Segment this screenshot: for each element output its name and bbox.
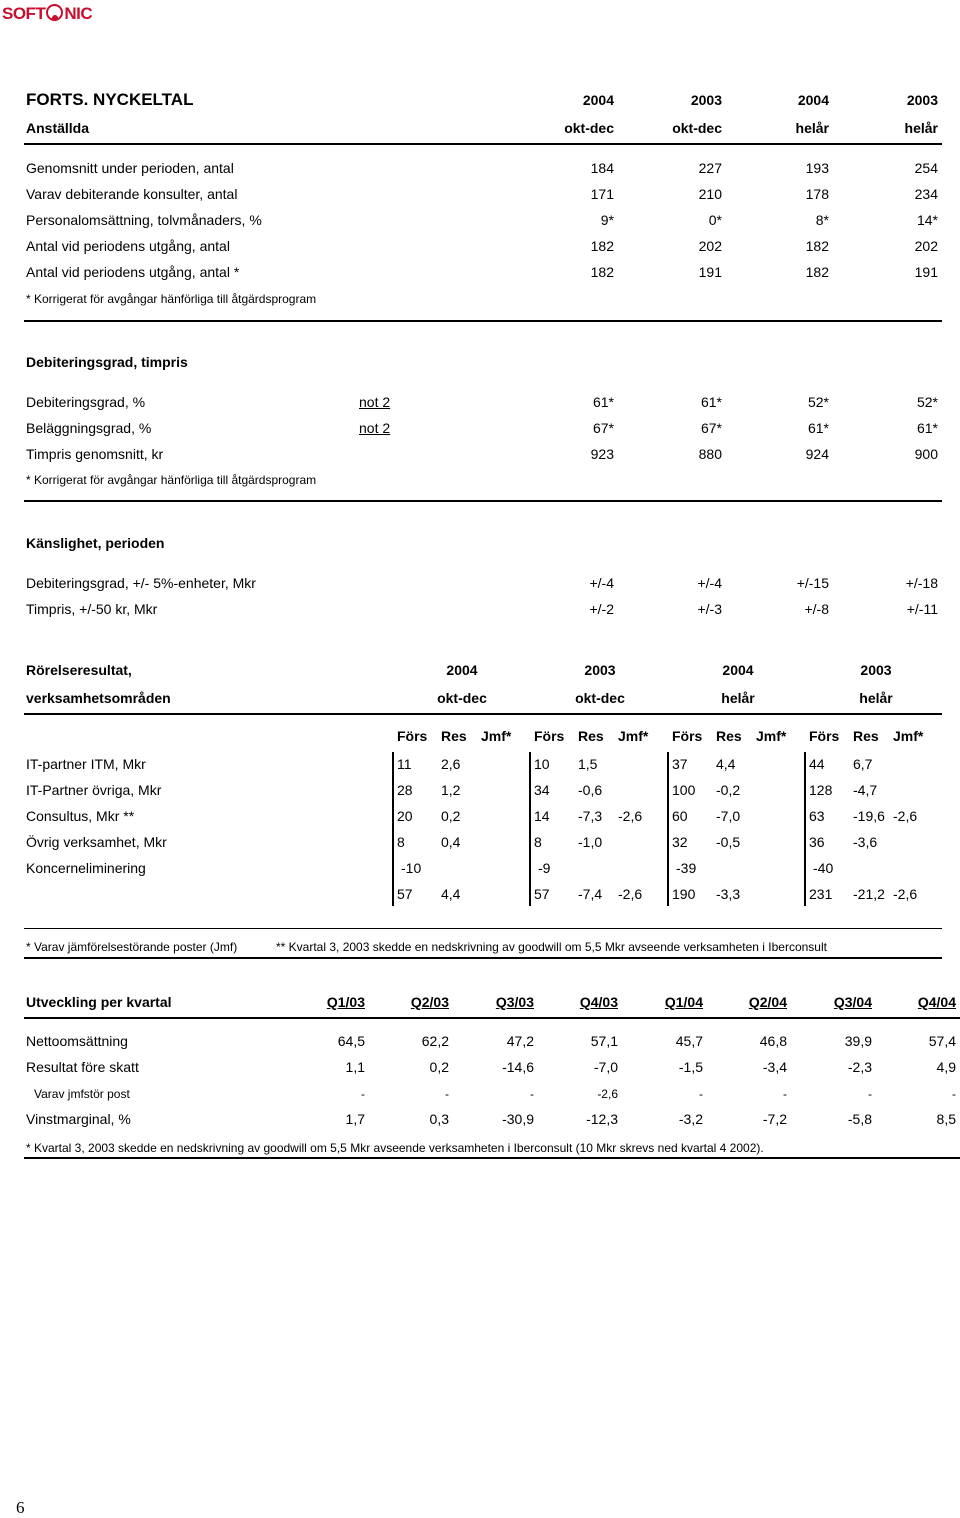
table-cell: -2,6 [618, 808, 643, 824]
column-header-jmf: Jmf* [756, 728, 787, 744]
column-quarter: Q1/04 [664, 994, 703, 1010]
rorelse-footnote-goodwill: ** Kvartal 3, 2003 skedde en nedskrivning av goodwill om 5,5 Mkr avseende verksamheten i Iberconsult [276, 940, 827, 954]
divider [24, 713, 942, 715]
table-cell: -4,7 [853, 782, 878, 798]
table-cell: +/-15 [796, 575, 829, 591]
divider [24, 928, 942, 929]
table-cell: +/-2 [589, 601, 614, 617]
table-cell: 62,2 [421, 1033, 449, 1049]
table-cell: 182 [805, 264, 829, 280]
table-cell: 191 [698, 264, 722, 280]
column-quarter: Q4/03 [579, 994, 618, 1010]
table-cell: -0,5 [716, 834, 741, 850]
table-cell: 8,5 [936, 1111, 956, 1127]
row-label: Consultus, Mkr ** [26, 808, 135, 824]
table-cell: +/-4 [697, 575, 722, 591]
column-header-res: Res [441, 728, 467, 744]
section-subtitle-anstallda: Anställda [26, 120, 90, 136]
row-label: Vinstmarginal, % [26, 1111, 131, 1127]
table-cell: -3,3 [716, 886, 741, 902]
table-cell: -7,2 [762, 1111, 787, 1127]
row-label: Genomsnitt under perioden, antal [26, 160, 234, 176]
divider [24, 500, 942, 502]
table-cell: 923 [590, 446, 614, 462]
table-cell: -3,4 [762, 1059, 787, 1075]
column-header-jmf: Jmf* [618, 728, 649, 744]
table-cell: 61* [592, 394, 614, 410]
table-cell: -7,3 [578, 808, 603, 824]
table-cell: 47,2 [506, 1033, 534, 1049]
table-cell: +/-11 [906, 601, 938, 617]
table-cell: 231 [809, 886, 833, 902]
table-cell: +/-8 [804, 601, 829, 617]
column-header-förs: Förs [534, 728, 565, 744]
table-cell: 57 [397, 886, 413, 902]
table-cell: 64,5 [337, 1033, 365, 1049]
column-year: 2004 [582, 92, 614, 108]
table-cell: - [868, 1087, 872, 1101]
divider [24, 143, 942, 145]
table-cell: -30,9 [502, 1111, 534, 1127]
table-cell: 0* [708, 212, 722, 228]
table-cell: 924 [805, 446, 829, 462]
row-label: Timpris genomsnitt, kr [26, 446, 164, 462]
table-cell: 182 [590, 238, 614, 254]
table-cell: 6,7 [853, 756, 873, 772]
table-cell: 57,4 [928, 1033, 956, 1049]
table-cell: 182 [805, 238, 829, 254]
column-separator [667, 752, 669, 906]
table-cell: 190 [672, 886, 696, 902]
section-subtitle-verksamhet: verksamhetsområden [26, 690, 171, 706]
table-cell: -2,6 [597, 1087, 618, 1101]
utveckling-footnote: * Kvartal 3, 2003 skedde en nedskrivning av goodwill om 5,5 Mkr avseende verksamheten i Iberconsult (10 Mkr skrevs ned kvartal 4 2002). [26, 1141, 764, 1155]
column-year: 2003 [584, 662, 616, 678]
debitering-footnote: * Korrigerat för avgångar hänförliga till åtgärdsprogram [26, 473, 317, 487]
table-cell: -3,6 [853, 834, 878, 850]
column-period: helår [904, 120, 938, 136]
page-number: 6 [16, 1498, 25, 1517]
nyckeltal-footnote: * Korrigerat för avgångar hänförliga till åtgärdsprogram [26, 292, 317, 306]
table-cell: - [699, 1087, 703, 1101]
row-label: Varav debiterande konsulter, antal [26, 186, 238, 202]
column-quarter: Q2/04 [748, 994, 787, 1010]
table-cell: -2,6 [893, 808, 918, 824]
table-cell: 39,9 [844, 1033, 872, 1049]
table-cell: 0,2 [441, 808, 461, 824]
column-header-jmf: Jmf* [481, 728, 512, 744]
table-cell: 202 [914, 238, 938, 254]
column-header-förs: Förs [809, 728, 840, 744]
column-quarter: Q2/03 [410, 994, 449, 1010]
table-cell: 8 [534, 834, 542, 850]
table-cell: 900 [914, 446, 938, 462]
table-cell: 178 [805, 186, 829, 202]
table-cell: 28 [397, 782, 413, 798]
table-cell: 0,3 [429, 1111, 449, 1127]
table-cell: 67* [592, 420, 614, 436]
table-cell: -2,6 [618, 886, 643, 902]
table-cell: 227 [698, 160, 722, 176]
table-cell: 14* [916, 212, 938, 228]
column-year: 2003 [906, 92, 938, 108]
table-cell: 1,2 [441, 782, 461, 798]
section-title-nyckeltal: FORTS. NYCKELTAL [26, 90, 194, 109]
table-cell: 37 [672, 756, 688, 772]
table-cell: +/-4 [589, 575, 614, 591]
column-period: okt-dec [575, 690, 625, 706]
row-label: Timpris, +/-50 kr, Mkr [26, 601, 158, 617]
table-cell: 44 [809, 756, 825, 772]
table-cell: - [361, 1087, 365, 1101]
table-cell: 57,1 [590, 1033, 618, 1049]
table-cell: 45,7 [675, 1033, 703, 1049]
table-cell: 1,5 [578, 756, 598, 772]
column-quarter: Q4/04 [917, 994, 956, 1010]
column-header-förs: Förs [672, 728, 703, 744]
column-separator [392, 752, 394, 906]
row-label: IT-Partner övriga, Mkr [26, 782, 162, 798]
note-link[interactable]: not 2 [359, 420, 391, 436]
column-period: okt-dec [437, 690, 487, 706]
table-cell: - [783, 1087, 787, 1101]
table-cell: -14,6 [502, 1059, 534, 1075]
table-cell: 11 [397, 756, 412, 772]
table-cell: -3,2 [678, 1111, 703, 1127]
table-cell: -0,2 [716, 782, 741, 798]
column-quarter: Q3/04 [833, 994, 872, 1010]
row-label: Debiteringsgrad, % [26, 394, 146, 410]
table-cell: 32 [672, 834, 688, 850]
table-cell: -1,0 [578, 834, 603, 850]
row-label: Nettoomsättning [26, 1033, 128, 1049]
table-cell: - [530, 1087, 534, 1101]
column-header-jmf: Jmf* [893, 728, 924, 744]
divider [24, 957, 942, 959]
table-cell: -39 [676, 860, 697, 876]
row-label: Resultat före skatt [26, 1059, 139, 1075]
table-cell: 8 [397, 834, 405, 850]
table-cell: 61* [916, 420, 938, 436]
table-cell: 182 [590, 264, 614, 280]
column-quarter: Q3/03 [495, 994, 534, 1010]
table-cell: -7,4 [578, 886, 603, 902]
table-cell: 0,4 [441, 834, 461, 850]
table-cell: 8* [815, 212, 829, 228]
column-separator [529, 752, 531, 906]
table-cell: - [445, 1087, 449, 1101]
table-cell: -10 [401, 860, 422, 876]
rorelse-footnote-jmf: * Varav jämförelsestörande poster (Jmf) [26, 940, 238, 954]
section-title-debitering: Debiteringsgrad, timpris [26, 354, 188, 370]
column-header-res: Res [716, 728, 742, 744]
table-cell: -12,3 [586, 1111, 618, 1127]
column-year: 2004 [797, 92, 829, 108]
table-cell: 234 [914, 186, 938, 202]
table-cell: -9 [538, 860, 551, 876]
table-cell: 52* [916, 394, 938, 410]
table-cell: +/-18 [905, 575, 938, 591]
row-label: Antal vid periodens utgång, antal * [26, 264, 240, 280]
table-cell: 1,7 [345, 1111, 365, 1127]
row-label: Beläggningsgrad, % [26, 420, 152, 436]
table-cell: 34 [534, 782, 550, 798]
table-cell: 14 [534, 808, 550, 824]
table-cell: 63 [809, 808, 825, 824]
table-cell: -19,6 [853, 808, 885, 824]
column-quarter: Q1/03 [326, 994, 365, 1010]
table-cell: -1,5 [678, 1059, 703, 1075]
section-title-utveckling: Utveckling per kvartal [26, 994, 172, 1010]
row-label: Övrig verksamhet, Mkr [26, 834, 167, 850]
table-cell: 210 [698, 186, 722, 202]
table-cell: 10 [534, 756, 550, 772]
softronic-logo: SOFT NIC [2, 4, 93, 23]
column-header-res: Res [578, 728, 604, 744]
table-cell: -7,0 [593, 1059, 618, 1075]
row-label: Personalomsättning, tolvmånaders, % [26, 212, 262, 228]
divider [24, 1157, 960, 1159]
column-year: 2003 [860, 662, 892, 678]
column-year: 2004 [722, 662, 754, 678]
divider [24, 1017, 960, 1019]
column-header-förs: Förs [397, 728, 428, 744]
row-label: IT-partner ITM, Mkr [26, 756, 146, 772]
table-cell: 880 [698, 446, 722, 462]
table-cell: 0,2 [429, 1059, 449, 1075]
table-cell: 52* [807, 394, 829, 410]
column-period: okt-dec [564, 120, 614, 136]
table-cell: 67* [700, 420, 722, 436]
column-period: helår [721, 690, 755, 706]
table-cell: 36 [809, 834, 825, 850]
row-label: Debiteringsgrad, +/- 5%-enheter, Mkr [26, 575, 256, 591]
column-header-res: Res [853, 728, 879, 744]
table-cell: 191 [914, 264, 938, 280]
table-cell: 61* [700, 394, 722, 410]
table-cell: 193 [805, 160, 829, 176]
table-cell: 57 [534, 886, 550, 902]
row-label: Antal vid periodens utgång, antal [26, 238, 230, 254]
column-separator [804, 752, 806, 906]
column-period: okt-dec [672, 120, 722, 136]
table-cell: 9* [600, 212, 614, 228]
table-cell: 4,9 [936, 1059, 956, 1075]
table-cell: 46,8 [759, 1033, 787, 1049]
table-cell: 100 [672, 782, 696, 798]
table-cell: +/-3 [697, 601, 722, 617]
column-period: helår [795, 120, 829, 136]
section-title-kanslighet: Känslighet, perioden [26, 535, 165, 551]
row-label: Varav jmfstör post [34, 1087, 130, 1101]
table-cell: -2,3 [847, 1059, 872, 1075]
table-cell: 1,1 [345, 1059, 365, 1075]
table-cell: 254 [914, 160, 938, 176]
column-year: 2003 [690, 92, 722, 108]
table-cell: -21,2 [853, 886, 885, 902]
table-cell: -5,8 [847, 1111, 872, 1127]
table-cell: 60 [672, 808, 688, 824]
column-year: 2004 [446, 662, 478, 678]
table-cell: 171 [590, 186, 614, 202]
table-cell: 2,6 [441, 756, 461, 772]
note-link[interactable]: not 2 [359, 394, 391, 410]
table-cell: -7,0 [716, 808, 741, 824]
table-cell: 4,4 [716, 756, 736, 772]
table-cell: 61* [807, 420, 829, 436]
table-cell: - [952, 1087, 956, 1101]
divider [24, 320, 942, 322]
table-cell: -0,6 [578, 782, 603, 798]
table-cell: 184 [590, 160, 614, 176]
table-cell: 4,4 [441, 886, 461, 902]
section-title-rorelse: Rörelseresultat, [26, 662, 132, 678]
column-period: helår [859, 690, 893, 706]
table-cell: 202 [698, 238, 722, 254]
table-cell: 20 [397, 808, 413, 824]
table-cell: -2,6 [893, 886, 918, 902]
table-cell: -40 [813, 860, 834, 876]
table-cell: 128 [809, 782, 833, 798]
row-label: Koncerneliminering [26, 860, 146, 876]
